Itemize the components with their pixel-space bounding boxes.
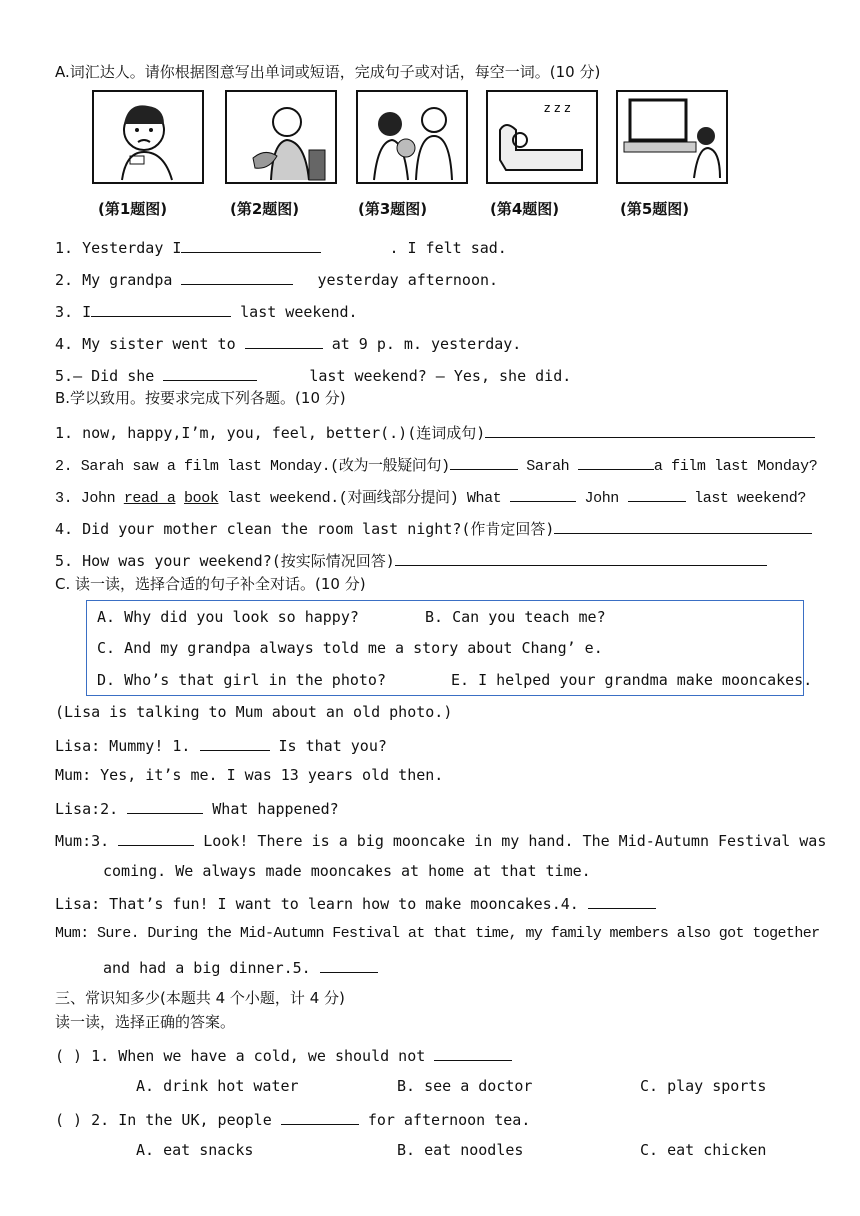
- a-item-5: 5.— Did she last weekend? — Yes, she did.: [55, 364, 571, 386]
- answer-paren[interactable]: ( ): [55, 1047, 83, 1065]
- question-1: ( ) 1. When we have a cold, we should not: [55, 1044, 512, 1066]
- answer-line[interactable]: [395, 549, 767, 566]
- b-item-4: 4. Did your mother clean the room last night?(作肯定回答): [55, 517, 812, 539]
- q2-option-c[interactable]: C. eat chicken: [640, 1141, 767, 1159]
- a-item-3: 3. I last weekend.: [55, 300, 358, 322]
- picture-2-grandpa: [225, 90, 337, 184]
- picture-5-watching-tv: [616, 90, 728, 184]
- b-item-3: 3. John read a book last weekend.(对画线部分提问) What John last weekend?: [55, 485, 806, 509]
- q1-option-b[interactable]: B. see a doctor: [397, 1077, 533, 1095]
- answer-line[interactable]: [485, 421, 815, 438]
- blank[interactable]: [628, 485, 686, 502]
- picture-4-sleeping: [486, 90, 598, 184]
- options-box: [86, 600, 813, 696]
- q1-option-c[interactable]: C. play sports: [640, 1077, 767, 1095]
- option-b: B. Can you teach me?: [425, 608, 606, 626]
- blank[interactable]: [245, 332, 323, 349]
- blank[interactable]: [281, 1108, 359, 1125]
- a-item-2: 2. My grandpa yesterday afternoon.: [55, 268, 498, 290]
- blank[interactable]: [200, 734, 270, 751]
- q1-option-a[interactable]: A. drink hot water: [136, 1077, 299, 1095]
- blank[interactable]: [181, 236, 321, 253]
- section-a-heading: A.词汇达人。请你根据图意写出单词或短语，完成句子或对话，每空一词。(10 分): [55, 63, 601, 81]
- underlined-word: book: [184, 490, 219, 507]
- option-d: D. Who’s that girl in the photo?: [97, 671, 386, 689]
- option-c: C. And my grandpa always told me a story about Chang’ e.: [97, 639, 603, 657]
- dialog-line-3: Lisa:2. What happened?: [55, 797, 339, 819]
- a-item-4: 4. My sister went to at 9 p. m. yesterday.: [55, 332, 521, 354]
- answer-line[interactable]: [554, 517, 812, 534]
- dialog-line-7: Mum: Sure. During the Mid-Autumn Festival at that time, my family members also got together: [55, 925, 820, 942]
- q2-option-b[interactable]: B. eat noodles: [397, 1141, 524, 1159]
- blank[interactable]: [320, 956, 378, 973]
- b-item-1: 1. now, happy,I’m, you, feel, better(.)(连词成句): [55, 421, 815, 443]
- picture-3-flowers: [356, 90, 468, 184]
- dialog-line-8: and had a big dinner.5.: [103, 956, 378, 978]
- blank[interactable]: [127, 797, 203, 814]
- blank[interactable]: [578, 453, 654, 470]
- answer-paren[interactable]: ( ): [55, 1111, 83, 1129]
- section-b-heading: B.学以致用。按要求完成下列各题。(10 分): [55, 389, 346, 407]
- section-3-instruction: 读一读，选择正确的答案。: [55, 1013, 236, 1031]
- blank[interactable]: [118, 829, 194, 846]
- blank[interactable]: [163, 364, 257, 381]
- caption-1: (第1题图): [98, 200, 168, 218]
- b-item-2: 2. Sarah saw a film last Monday.(改为一般疑问句) Sarah a film last Monday?: [55, 453, 817, 477]
- blank[interactable]: [510, 485, 576, 502]
- dialog-intro: (Lisa is talking to Mum about an old photo.): [55, 703, 453, 721]
- caption-4: (第4题图): [490, 200, 560, 218]
- blank[interactable]: [181, 268, 293, 285]
- b-item-5: 5. How was your weekend?(按实际情况回答): [55, 549, 767, 571]
- section-c-heading: C. 读一读，选择合适的句子补全对话。(10 分): [55, 575, 366, 593]
- caption-2: (第2题图): [230, 200, 300, 218]
- dialog-line-5: coming. We always made mooncakes at home at that time.: [103, 862, 591, 880]
- dialog-line-6: Lisa: That’s fun! I want to learn how to make mooncakes.4.: [55, 892, 656, 914]
- underlined-phrase: read a: [123, 490, 176, 507]
- picture-1-sad-boy: [92, 90, 204, 184]
- q2-option-a[interactable]: A. eat snacks: [136, 1141, 254, 1159]
- dialog-line-4: Mum:3. Look! There is a big mooncake in my hand. The Mid-Autumn Festival was: [55, 829, 826, 851]
- dialog-line-2: Mum: Yes, it’s me. I was 13 years old then.: [55, 766, 444, 784]
- option-e: E. I helped your grandma make mooncakes.: [451, 671, 813, 689]
- blank[interactable]: [450, 453, 518, 470]
- blank[interactable]: [91, 300, 231, 317]
- blank[interactable]: [588, 892, 656, 909]
- blank[interactable]: [434, 1044, 512, 1061]
- option-a: A. Why did you look so happy?: [97, 608, 359, 626]
- svg-text:z z z: z z z: [544, 101, 571, 115]
- question-2: ( ) 2. In the UK, people for afternoon tea.: [55, 1108, 530, 1130]
- dialog-line-1: Lisa: Mummy! 1. Is that you?: [55, 734, 387, 756]
- section-3-heading: 三、常识知多少(本题共 4 个小题，计 4 分): [55, 989, 345, 1007]
- caption-3: (第3题图): [358, 200, 428, 218]
- picture-strip: [92, 90, 742, 190]
- a-item-1: 1. Yesterday I . I felt sad.: [55, 236, 507, 258]
- caption-5: (第5题图): [620, 200, 690, 218]
